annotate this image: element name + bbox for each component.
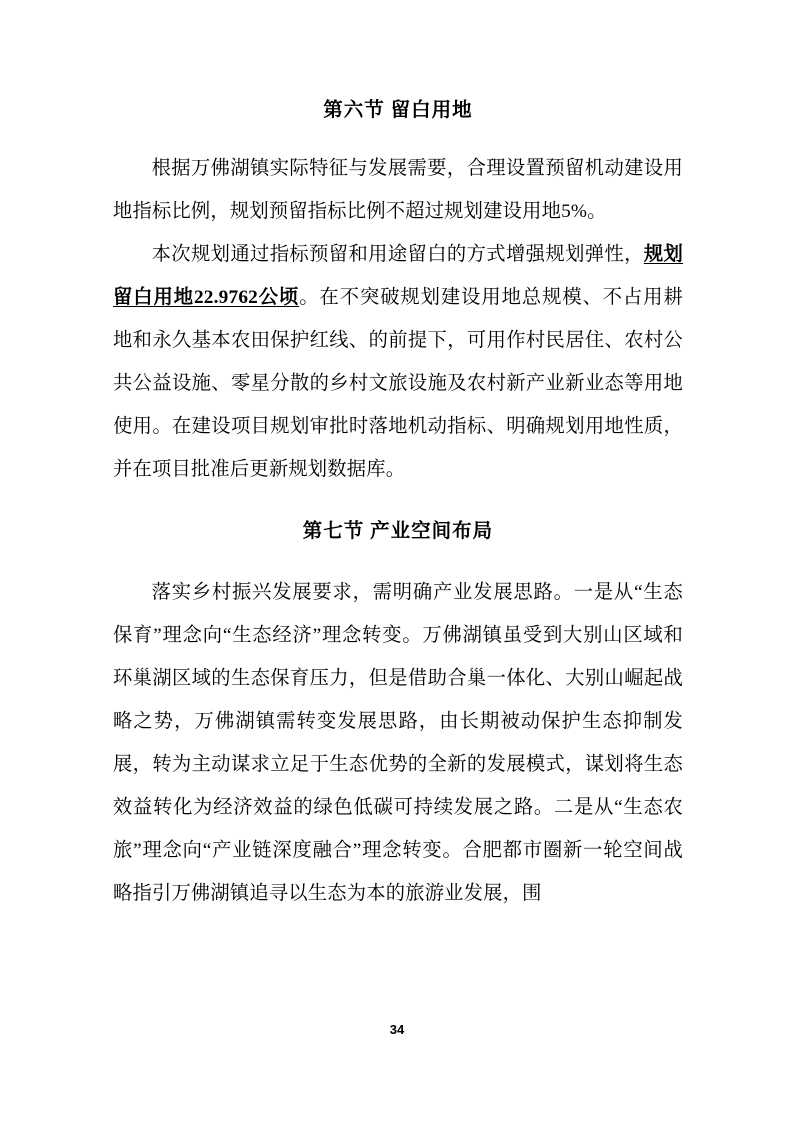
run-text: 本次规划通过指标预留和用途留白的方式增强规划弹性， — [151, 244, 644, 266]
paragraph-six-1: 根据万佛湖镇实际特征与发展需要，合理设置预留机动建设用地指标比例，规划预留指标比例不超过规划建设用地5%。 — [113, 158, 683, 223]
run-emphasis-land-area: 规划留白用地22.9762公顷 — [113, 244, 683, 309]
page-number: 34 — [389, 1022, 405, 1037]
run-text-continued: 。在不突破规划建设用地总规模、不占用耕地和永久基本农田保护红线、的前提下，可用作村民居住、农村公共公益设施、零星分散的乡村文旅设施及农村新产业新业态等用地使用。在建设项目规划审批时落地机动指标、明确规划用地性质，并在项目批准后更新规划数据库。 — [113, 287, 683, 481]
paragraph-six-2 — [113, 233, 683, 491]
section-heading-six: 第六节 留白用地 — [323, 100, 473, 121]
section-heading-seven: 第七节 产业空间布局 — [302, 521, 494, 543]
paragraph-seven-1: 落实乡村振兴发展要求，需明确产业发展思路。一是从“生态保育”理念向“生态经济”理念转变。万佛湖镇虽受到大别山区域和环巢湖区域的生态保育压力，但是借助合巢一体化、大别山崛起战略之势，万佛湖镇需转变发展思路，由长期被动保护生态抑制发展，转为主动谋求立足于生态优势的全新的发展模式，谋划将生态效益转化为经济效益的绿色低碳可持续发展之路。二是从“生态农旅”理念向“产业链深度融合”理念转变。合肥都市圈新一轮空间战略指引万佛湖镇追寻以生态为本的旅游业发展，围 — [113, 581, 683, 904]
page-content — [113, 96, 683, 915]
